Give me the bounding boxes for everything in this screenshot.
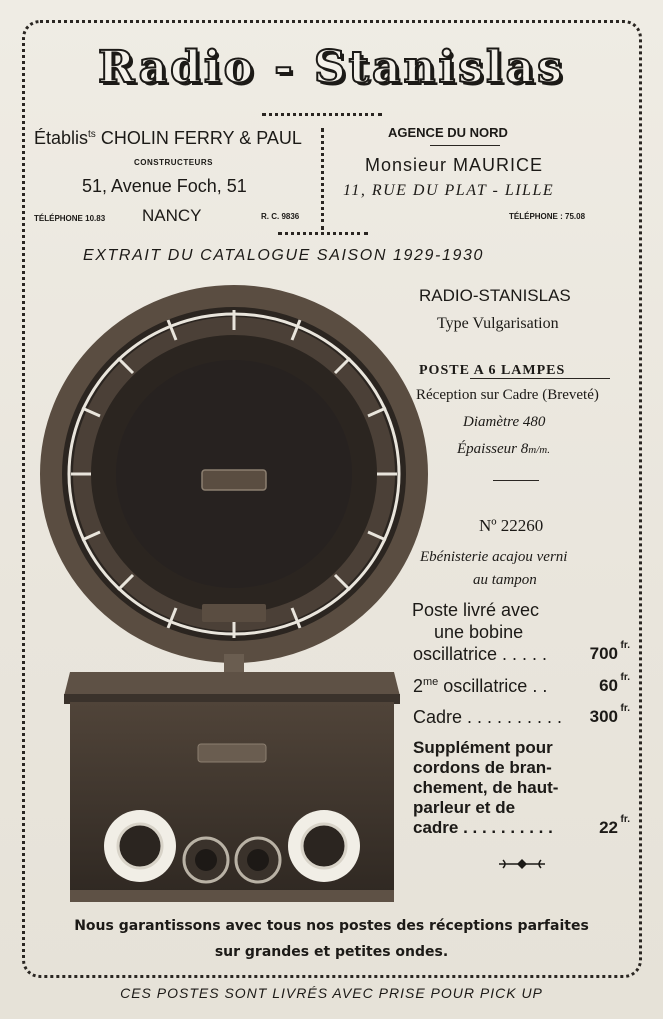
supplement-line-4: parleur et de [413,798,516,817]
supplement-currency: fr. [620,814,630,825]
product-name: RADIO-STANISLAS [419,286,571,305]
city-label: NANCY [142,206,202,225]
left-address: 51, Avenue Foch, 51 [82,176,247,196]
agency-contact: Monsieur MAURICE [365,155,544,175]
frame-currency: fr. [620,703,630,714]
header-divider-vertical [321,128,324,230]
supplement-line-2: cordons de bran- [413,758,552,777]
offer-price: 700 [589,644,618,663]
thickness-unit: m/m. [528,444,550,456]
second-oscillator-currency: fr. [620,672,630,683]
thickness-line [457,441,550,458]
offer-line-2: une bobine [434,622,524,642]
offer-line-1: Poste livré avec [412,600,540,620]
brand-title: Radio - Stanislas [98,42,565,93]
offer-line-3: oscillatrice . . . . . [413,644,548,664]
offer-currency: fr. [620,640,630,651]
company-line [34,128,302,149]
header-divider-bottom [278,232,368,235]
frame-label: Cadre . . . . . . . . . . [413,707,563,727]
catalogue-number: Nº 22260 [479,516,544,535]
footer-note: CES POSTES SONT LIVRÉS AVEC PRISE POUR PICK UP [120,985,543,1001]
reception-label: Réception sur Cadre (Breveté) [416,387,599,403]
supplement-line-5: cadre . . . . . . . . . . [413,818,553,837]
radio-illustration [38,284,434,909]
agency-label: AGENCE DU NORD [388,125,508,140]
frame-price: 300 [589,707,618,726]
left-phone: TÉLÉPHONE 10.83 [34,214,106,223]
supplement-line-1: Supplément pour [413,738,553,757]
cabinet-line-2: au tampon [473,572,537,588]
section-rule [493,480,539,481]
company-name: CHOLIN FERRY & PAUL [100,128,302,148]
ornament-icon [497,856,547,872]
agency-underline [430,145,500,146]
agency-phone: TÉLÉPHONE : 75.08 [509,212,586,221]
header-divider-top [262,113,382,116]
second-oscillator-price: 60 [599,676,618,695]
role-label: CONSTRUCTEURS [134,158,213,167]
guarantee-line-2: sur grandes et petites ondes. [214,944,449,960]
rc-number: R. C. 9836 [261,212,300,221]
supplement-line-3: chement, de haut- [413,778,559,797]
establishment-label: Établis [34,128,89,148]
cabinet-line-1: Ebénisterie acajou verni [420,549,568,565]
second-oscillator-label: $2^{me}$ oscillatrice . . [413,676,548,696]
diameter-label: Diamètre 480 [463,414,546,430]
product-type: Type Vulgarisation [437,315,559,332]
establishment-sup: ts [88,129,96,140]
lamps-underline [470,378,610,379]
guarantee-line-1: Nous garantissons avec tous nos postes des réceptions parfaites [74,918,589,934]
agency-address: 11, RUE DU PLAT - LILLE [343,182,555,199]
supplement-price: 22 [599,818,618,837]
catalogue-heading: EXTRAIT DU CATALOGUE SAISON 1929-1930 [83,247,484,264]
lamps-label: POSTE A 6 LAMPES [419,363,566,378]
thickness-label: Épaisseur 8 [457,441,529,457]
